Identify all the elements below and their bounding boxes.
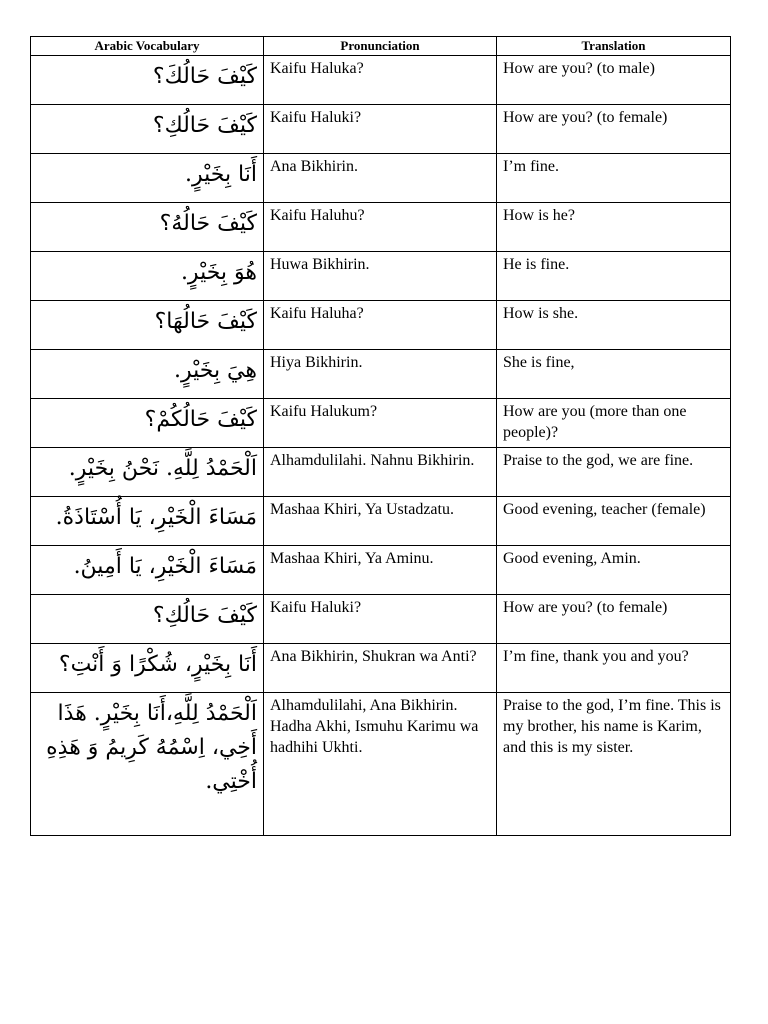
header-translation: Translation <box>497 37 731 56</box>
arabic-cell: هِيَ بِخَيْرٍ. <box>31 350 264 399</box>
table-row <box>31 399 731 448</box>
table-row <box>31 497 731 546</box>
arabic-cell: أَنَا بِخَيْرٍ. <box>31 154 264 203</box>
table-header-row <box>31 37 731 56</box>
table-row <box>31 105 731 154</box>
arabic-cell: مَسَاءَ الْخَيْرِ، يَا أَمِينُ. <box>31 546 264 595</box>
pronunciation-cell: Mashaa Khiri, Ya Aminu. <box>264 546 497 595</box>
pronunciation-cell: Alhamdulilahi. Nahnu Bikhirin. <box>264 448 497 497</box>
header-arabic-vocabulary: Arabic Vocabulary <box>31 37 264 56</box>
table-row <box>31 56 731 105</box>
arabic-cell: أَنَا بِخَيْرٍ، شُكْرًا وَ أَنْتِ؟ <box>31 644 264 693</box>
translation-cell: How are you? (to male) <box>497 56 731 105</box>
pronunciation-cell: Kaifu Haluki? <box>264 595 497 644</box>
arabic-cell: كَيْفَ حَالُكُمْ؟ <box>31 399 264 448</box>
table-row <box>31 252 731 301</box>
translation-cell: She is fine, <box>497 350 731 399</box>
pronunciation-cell: Ana Bikhirin. <box>264 154 497 203</box>
arabic-cell: هُوَ بِخَيْرٍ. <box>31 252 264 301</box>
table-row <box>31 448 731 497</box>
arabic-cell: كَيْفَ حَالُكَ؟ <box>31 56 264 105</box>
vocabulary-table <box>30 36 731 836</box>
pronunciation-cell: Mashaa Khiri, Ya Ustadzatu. <box>264 497 497 546</box>
translation-cell: Good evening, teacher (female) <box>497 497 731 546</box>
pronunciation-cell: Kaifu Haluhu? <box>264 203 497 252</box>
table-row <box>31 154 731 203</box>
arabic-cell: اَلْحَمْدُ لِلَّهِ،أَنَا بِخَيْرٍ. هَذَا أَخِي، اِسْمُهُ كَرِيمُ وَ هَذِهِ أُخْتِي. <box>31 693 264 836</box>
translation-cell: How is she. <box>497 301 731 350</box>
translation-cell: How are you? (to female) <box>497 595 731 644</box>
header-pronunciation: Pronunciation <box>264 37 497 56</box>
arabic-cell: كَيْفَ حَالُكِ؟ <box>31 595 264 644</box>
table-row <box>31 203 731 252</box>
translation-cell: Good evening, Amin. <box>497 546 731 595</box>
arabic-cell: كَيْفَ حَالُهَا؟ <box>31 301 264 350</box>
table-row <box>31 546 731 595</box>
arabic-cell: اَلْحَمْدُ لِلَّهِ. نَحْنُ بِخَيْرٍ. <box>31 448 264 497</box>
translation-cell: How are you? (to female) <box>497 105 731 154</box>
table-row <box>31 693 731 836</box>
table-row <box>31 644 731 693</box>
arabic-cell: مَسَاءَ الْخَيْرِ، يَا أُسْتَاذَةُ. <box>31 497 264 546</box>
pronunciation-cell: Kaifu Haluha? <box>264 301 497 350</box>
arabic-cell: كَيْفَ حَالُكِ؟ <box>31 105 264 154</box>
translation-cell: He is fine. <box>497 252 731 301</box>
pronunciation-cell: Huwa Bikhirin. <box>264 252 497 301</box>
pronunciation-cell: Alhamdulilahi, Ana Bikhirin. Hadha Akhi, Ismuhu Karimu wa hadhihi Ukhti. <box>264 693 497 836</box>
translation-cell: How is he? <box>497 203 731 252</box>
arabic-cell: كَيْفَ حَالُهُ؟ <box>31 203 264 252</box>
table-row <box>31 301 731 350</box>
pronunciation-cell: Kaifu Haluka? <box>264 56 497 105</box>
translation-cell: How are you (more than one people)? <box>497 399 731 448</box>
translation-cell: Praise to the god, we are fine. <box>497 448 731 497</box>
table-row <box>31 350 731 399</box>
translation-cell: I’m fine, thank you and you? <box>497 644 731 693</box>
translation-cell: Praise to the god, I’m fine. This is my brother, his name is Karim, and this is my sister. <box>497 693 731 836</box>
translation-cell: I’m fine. <box>497 154 731 203</box>
pronunciation-cell: Hiya Bikhirin. <box>264 350 497 399</box>
pronunciation-cell: Kaifu Halukum? <box>264 399 497 448</box>
table-row <box>31 595 731 644</box>
pronunciation-cell: Kaifu Haluki? <box>264 105 497 154</box>
pronunciation-cell: Ana Bikhirin, Shukran wa Anti? <box>264 644 497 693</box>
